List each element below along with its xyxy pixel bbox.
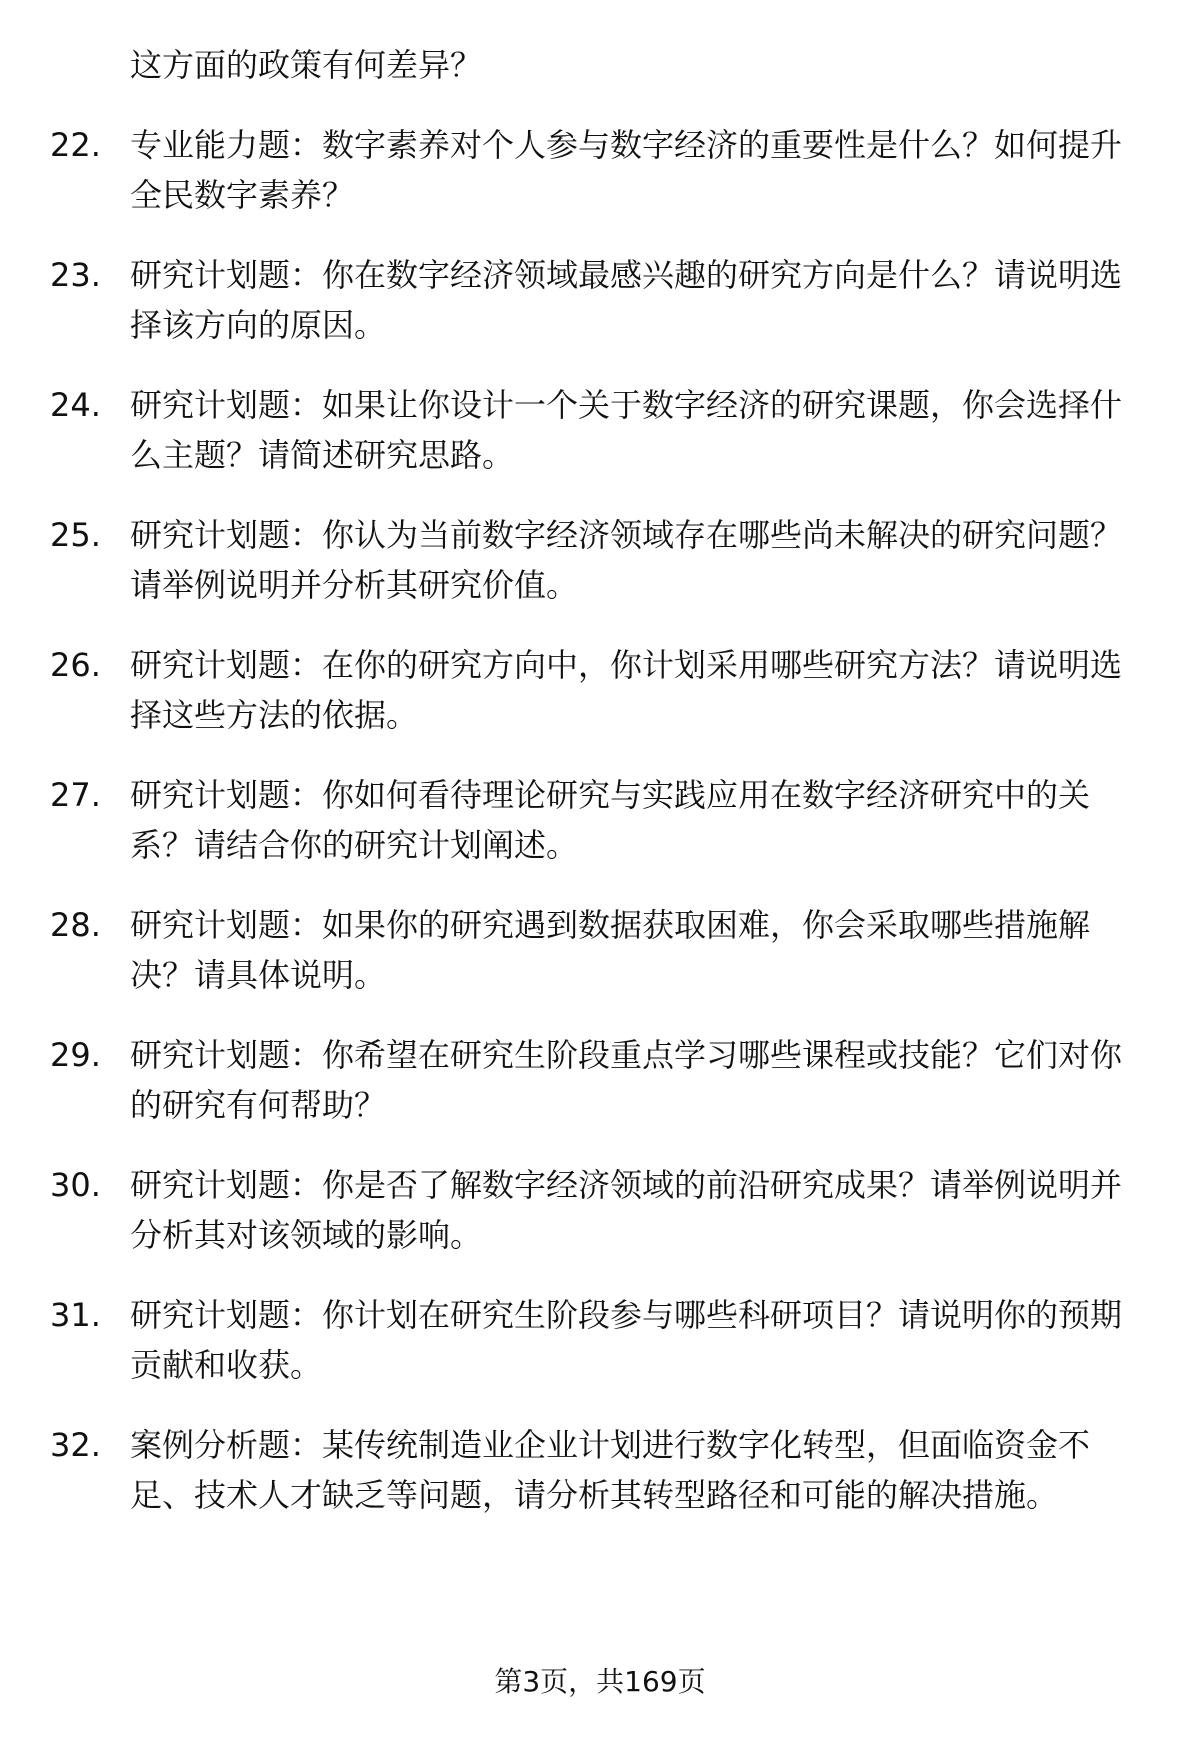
question-number: 28. [50,906,101,944]
question-number: 31. [50,1296,101,1334]
question-number: 25. [50,516,101,554]
question-text: 研究计划题：你希望在研究生阶段重点学习哪些课程或技能？它们对你的研究有何帮助？ [130,1036,1123,1124]
question-text: 研究计划题：如果让你设计一个关于数字经济的研究课题，你会选择什么主题？请简述研究思路。 [130,386,1123,474]
question-text: 研究计划题：你认为当前数字经济领域存在哪些尚未解决的研究问题？请举例说明并分析其研究价值。 [130,516,1123,604]
question-number: 24. [50,386,101,424]
question-item [50,1160,1135,1260]
question-item [50,510,1135,610]
question-text: 专业能力题：数字素养对个人参与数字经济的重要性是什么？如何提升全民数字素养？ [130,126,1123,214]
question-number: 32. [50,1426,101,1464]
question-list [50,40,1135,1550]
question-item [50,1290,1135,1390]
question-item [50,640,1135,740]
question-text: 案例分析题：某传统制造业企业计划进行数字化转型，但面临资金不足、技术人才缺乏等问题，请分析其转型路径和可能的解决措施。 [130,1426,1091,1514]
question-number: 30. [50,1166,101,1204]
question-number: 27. [50,776,101,814]
question-item [50,770,1135,870]
question-item [50,1420,1135,1520]
question-text: 研究计划题：在你的研究方向中，你计划采用哪些研究方法？请说明选择这些方法的依据。 [130,646,1123,734]
question-number: 29. [50,1036,101,1074]
question-item [50,900,1135,1000]
question-text: 研究计划题：你如何看待理论研究与实践应用在数字经济研究中的关系？请结合你的研究计划阐述。 [130,776,1091,864]
question-text: 研究计划题：你是否了解数字经济领域的前沿研究成果？请举例说明并分析其对该领域的影响。 [130,1166,1123,1254]
question-item [50,120,1135,220]
question-number: 26. [50,646,101,684]
question-number: 22. [50,126,101,164]
question-text: 研究计划题：你在数字经济领域最感兴趣的研究方向是什么？请说明选择该方向的原因。 [130,256,1123,344]
question-number: 23. [50,256,101,294]
page-number-footer: 第3页，共169页 [494,1665,706,1698]
question-item [50,250,1135,350]
question-text: 研究计划题：你计划在研究生阶段参与哪些科研项目？请说明你的预期贡献和收获。 [130,1296,1123,1384]
question-text: 研究计划题：如果你的研究遇到数据获取困难，你会采取哪些措施解决？请具体说明。 [130,906,1091,994]
question-item [50,1030,1135,1130]
previous-question-continuation: 这方面的政策有何差异？ [130,46,483,84]
question-item [50,380,1135,480]
